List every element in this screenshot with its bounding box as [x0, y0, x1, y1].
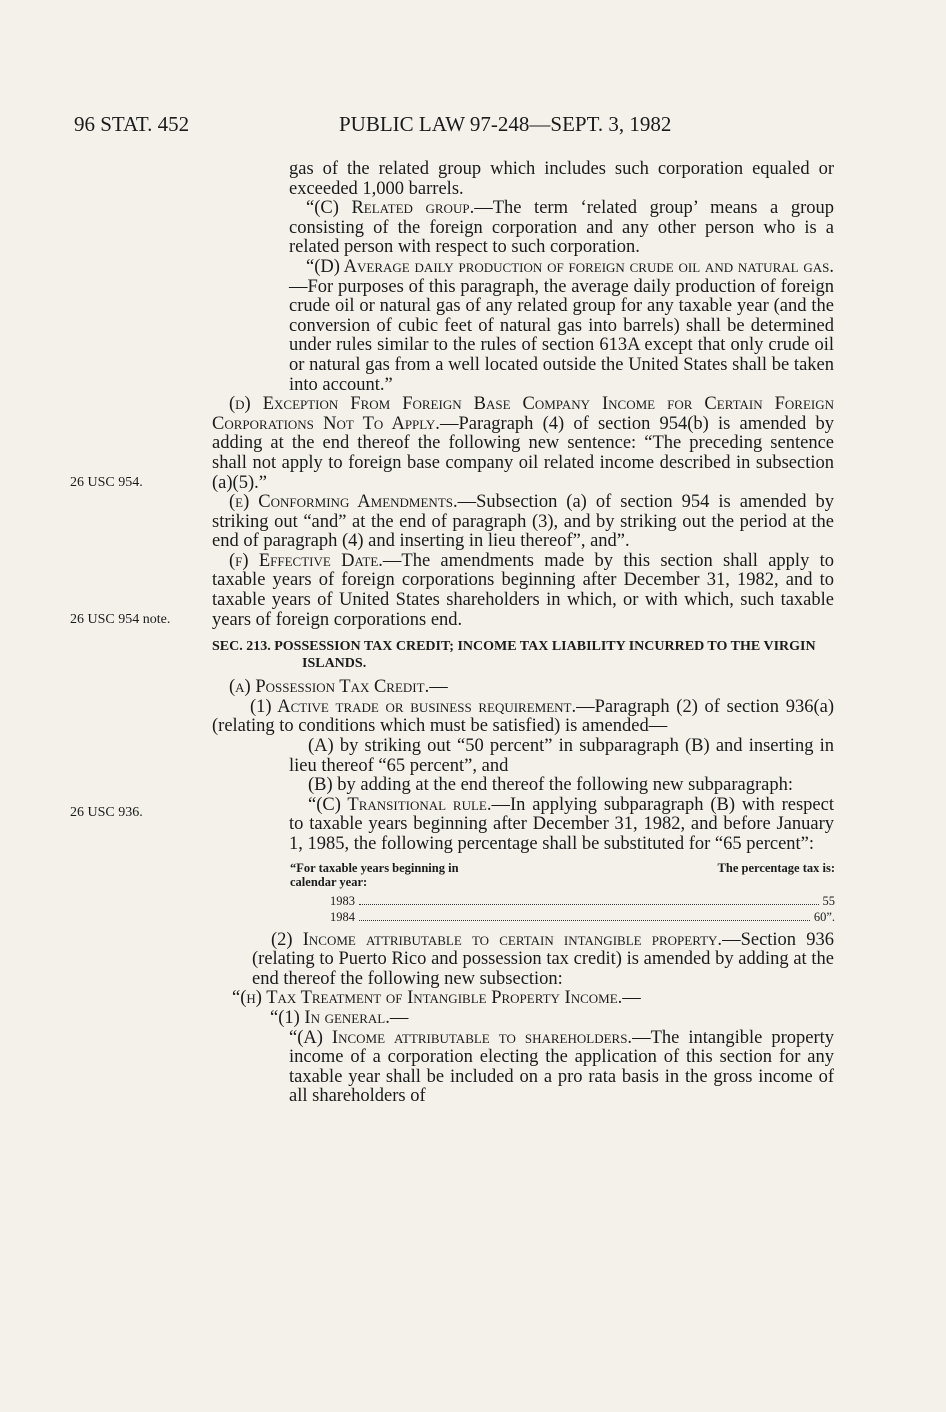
margin-note-954-note: 26 USC 954 note. [70, 612, 171, 627]
paragraph-h1-heading: “(1) In general.— [270, 1007, 409, 1028]
subparagraph-h1-A: “(A) Income attributable to shareholders.—The intangible property income of a corporation electing the application of this section for any taxable year shall be included on a pro rata basis in the gross income of all shareholders of [289, 1027, 834, 1107]
table-year: 1983 [330, 893, 355, 908]
subparagraph-a-C: “(C) Transitional rule.—In applying subparagraph (B) with respect to taxable years beginning after December 31, 1982, and before January 1, 1985, the following percentage shall be substituted for “65 percent”: [289, 794, 834, 854]
table-row [330, 909, 835, 925]
paragraph-c-related-group: “(C) Related group.—The term ‘related group’ means a group consisting of the foreign corporation and any other person who is a related person with respect to such corporation. [289, 198, 834, 258]
subsection-h-heading: “(h) Tax Treatment of Intangible Property Income.— [232, 988, 641, 1009]
paragraph-a2: (2) Income attributable to certain intangible property.—Section 936 (relating to Puerto Rico and possession tax credit) is amended by adding at the end thereof the following new subsection: [252, 929, 834, 989]
subparagraph-a-A: (A) by striking out “50 percent” in subparagraph (B) and inserting in lieu thereof “65 percent”, and [289, 736, 834, 776]
paragraph-d-average-production: “(D) Average daily production of foreign crude oil and natural gas.—For purposes of this paragraph, the average daily production of foreign crude oil or natural gas of any related group for any taxable year (and the conversion of cubic feet of natural gas into barrels) shall be determined under rules similar to the rules of section 613A except that only crude oil or natural gas from a well located outside the United States shall be taken into account.” [289, 256, 834, 395]
table-header [290, 861, 835, 889]
subparagraph-a-B: (B) by adding at the end thereof the following new subparagraph: [308, 775, 793, 796]
table-year: 1984 [330, 909, 355, 924]
table-pct: 55 [822, 893, 835, 908]
page-header [74, 112, 874, 146]
section-213-heading: SEC. 213. POSSESSION TAX CREDIT; INCOME TAX LIABILITY INCURRED TO THE VIRGIN ISLANDS. [212, 639, 816, 672]
margin-note-936: 26 USC 936. [70, 805, 143, 820]
paragraph-a1: (1) Active trade or business requirement.—Paragraph (2) of section 936(a) (relating to conditions which must be satisfied) is amended— [212, 696, 834, 737]
document-body [212, 160, 834, 1107]
table-row [330, 893, 835, 909]
subsection-d: (d) Exception From Foreign Base Company Income for Certain Foreign Corporations Not To Apply.—Paragraph (4) of section 954(b) is amended by adding at the end thereof the following new sentence: “The preceding sentence shall not apply to foreign base company oil related income described in subsection (a)(5).” [212, 394, 834, 493]
subsection-f: (f) Effective Date.—The amendments made by this section shall apply to taxable years of foreign corporations beginning after December 31, 1982, and to taxable years of United States shareholders in which, or with which, such taxable years of foreign corporations end. [212, 550, 834, 630]
table-col-years: “For taxable years beginning in calendar year: [290, 860, 459, 889]
paragraph-b-cont: gas of the related group which includes such corporation equaled or exceeded 1,000 barrels. [289, 159, 834, 199]
subsection-e: (e) Conforming Amendments.—Subsection (a) of section 954 is amended by striking out “and” at the end of paragraph (3), and by striking out the period at the end of paragraph (4) and inserting in lieu thereof”, and”. [212, 492, 834, 552]
stat-page-number: 96 STAT. 452 [74, 112, 190, 136]
subsection-a-heading: (a) Possession Tax Credit.— [229, 677, 448, 698]
table-col-percentage: The percentage tax is: [717, 860, 835, 875]
table-pct: 60”. [813, 909, 835, 924]
margin-note-954: 26 USC 954. [70, 475, 143, 490]
running-title: PUBLIC LAW 97-248—SEPT. 3, 1982 [339, 112, 672, 136]
percentage-table [290, 861, 835, 925]
